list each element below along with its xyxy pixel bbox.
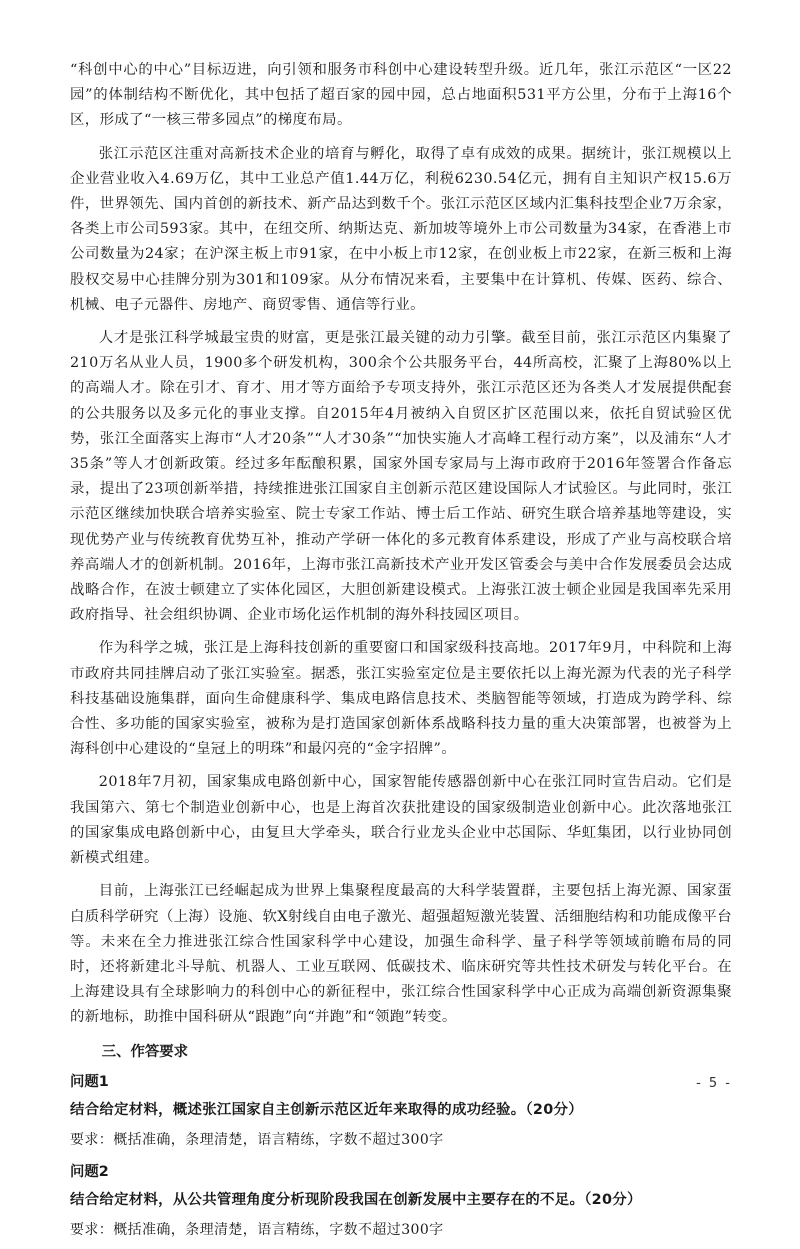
question-2 (70, 1159, 732, 1243)
paragraph-science-city: 作为科学之城，张江是上海科技创新的重要窗口和国家级科技高地。2017年9月，中科院和上海市政府共同挂牌启动了张江实验室。据悉，张江实验室定位是主要依托以上海光源为代表的光子科学科技基础设施集群，面向生命健康科学、集成电路信息技术、类脑智能等领域，打造成为跨学科、综合性、多功能的国家实验室，被称为是打造国家创新体系战略科技力量的重大决策部署，也被誉为上海科创中心建设的“皇冠上的明珠”和最闪亮的“金字招牌”。 (70, 640, 732, 758)
section-heading: 三、作答要求 (101, 1043, 189, 1060)
page-number: - 5 - (696, 1076, 732, 1091)
paragraph-continuation: “科创中心的中心”目标迈进，向引领和服务市科创中心建设转型升级。近几年，张江示范区“一区22园”的体制结构不断优化，其中包括了超百家的园中园，总占地面积531平方公里，分布于上海16个区，形成了“一核三带多园点”的梯度布局。 (70, 62, 732, 129)
paragraph-science-facilities: 目前，上海张江已经崛起成为世界上集聚程度最高的大科学装置群，主要包括上海光源、国家蛋白质科学研究（上海）设施、软X射线自由电子激光、超强超短激光装置、活细胞结构和功能成像平台等。未来在全力推进张江综合性国家科学中心建设，加强生命科学、量子科学等领域前瞻布局的同时，还将新建北斗导航、机器人、工业互联网、低碳技术、临床研究等共性技术研发与转化平台。在上海建设具有全球影响力的科创中心的新征程中，张江综合性国家科学中心正成为高端创新资源集聚的新地标，助推中国科研从“跟跑”向“并跑”和“领跑”转变。 (70, 883, 732, 1026)
paragraph-innovation-centers: 2018年7月初，国家集成电路创新中心，国家智能传感器创新中心在张江同时宣告启动。它们是我国第六、第七个制造业创新中心，也是上海首次获批建设的国家级制造业创新中心。此次落地张江的国家集成电路创新中心，由复旦大学牵头，联合行业龙头企业中芯国际、华虹集团，以行业协同创新模式组建。 (70, 774, 732, 867)
question-requirement: 要求：概括准确，条理清楚，语言精练，字数不超过300字 (70, 1131, 444, 1148)
question-title: 问题1 (70, 1073, 109, 1090)
question-requirement: 要求：概括准确，条理清楚，语言精练，字数不超过300字 (70, 1221, 444, 1238)
question-title: 问题2 (70, 1163, 109, 1180)
paragraph-enterprise-incubation: 张江示范区注重对高新技术企业的培育与孵化，取得了卓有成效的成果。据统计，张江规模以上企业营业收入4.69万亿，其中工业总产值1.44万亿，利税6230.54亿元，拥有自主知识产权15.6万件，世界领先、国内首创的新技术、新产品达到数千个。张江示范区区域内汇集科技型企业7万余家，各类上市公司593家。其中，在纽交所、纳斯达克、新加坡等境外上市公司数量为34家，在香港上市公司数量为24家；在沪深主板上市91家，在中小板上市12家，在创业板上市22家，在新三板和上海股权交易中心挂牌分别为301和109家。从分布情况来看，主要集中在计算机、传媒、医药、综合、机械、电子元器件、房地产、商贸零售、通信等行业。 (70, 145, 732, 313)
question-1 (70, 1069, 732, 1153)
document-body (70, 58, 732, 1249)
question-text: 结合给定材料，从公共管理角度分析现阶段我国在创新发展中主要存在的不足。（20分） (70, 1191, 642, 1208)
paragraph-talent: 人才是张江科学城最宝贵的财富，更是张江最关键的动力引擎。截至目前，张江示范区内集聚了210万名从业人员，1900多个研发机构，300余个公共服务平台，44所高校，汇聚了上海80%以上的高端人才。除在引才、育才、用才等方面给予专项支持外，张江示范区还为各类人才发展提供配套的公共服务以及多元化的事业支撑。自2015年4月被纳入自贸区扩区范围以来，依托自贸试验区优势，张江全面落实上海市“人才20条”“人才30条”“加快实施人才高峰工程行动方案”，以及浦东“人才35条”等人才创新政策。经过多年酝酿积累，国家外国专家局与上海市政府于2016年签署合作备忘录，提出了23项创新举措，持续推进张江国家自主创新示范区建设国际人才试验区。与此同时，张江示范区继续加快联合培养实验室、院士专家工作站、博士后工作站、研究生联合培养基地等建设，实现优势产业与传统教育优势互补，推动产学研一体化的多元教育体系建设，形成了产业与高校联合培养高端人才的创新机制。2016年，上海市张江高新技术产业开发区管委会与美中合作发展委员会达成战略合作，在波士顿建立了实体化园区，大胆创新建设模式。上海张江波士顿企业园是我国率先采用政府指导、社会组织协调、企业市场化运作机制的海外科技园区项目。 (70, 330, 732, 624)
question-text: 结合给定材料，概述张江国家自主创新示范区近年来取得的成功经验。（20分） (70, 1101, 583, 1118)
